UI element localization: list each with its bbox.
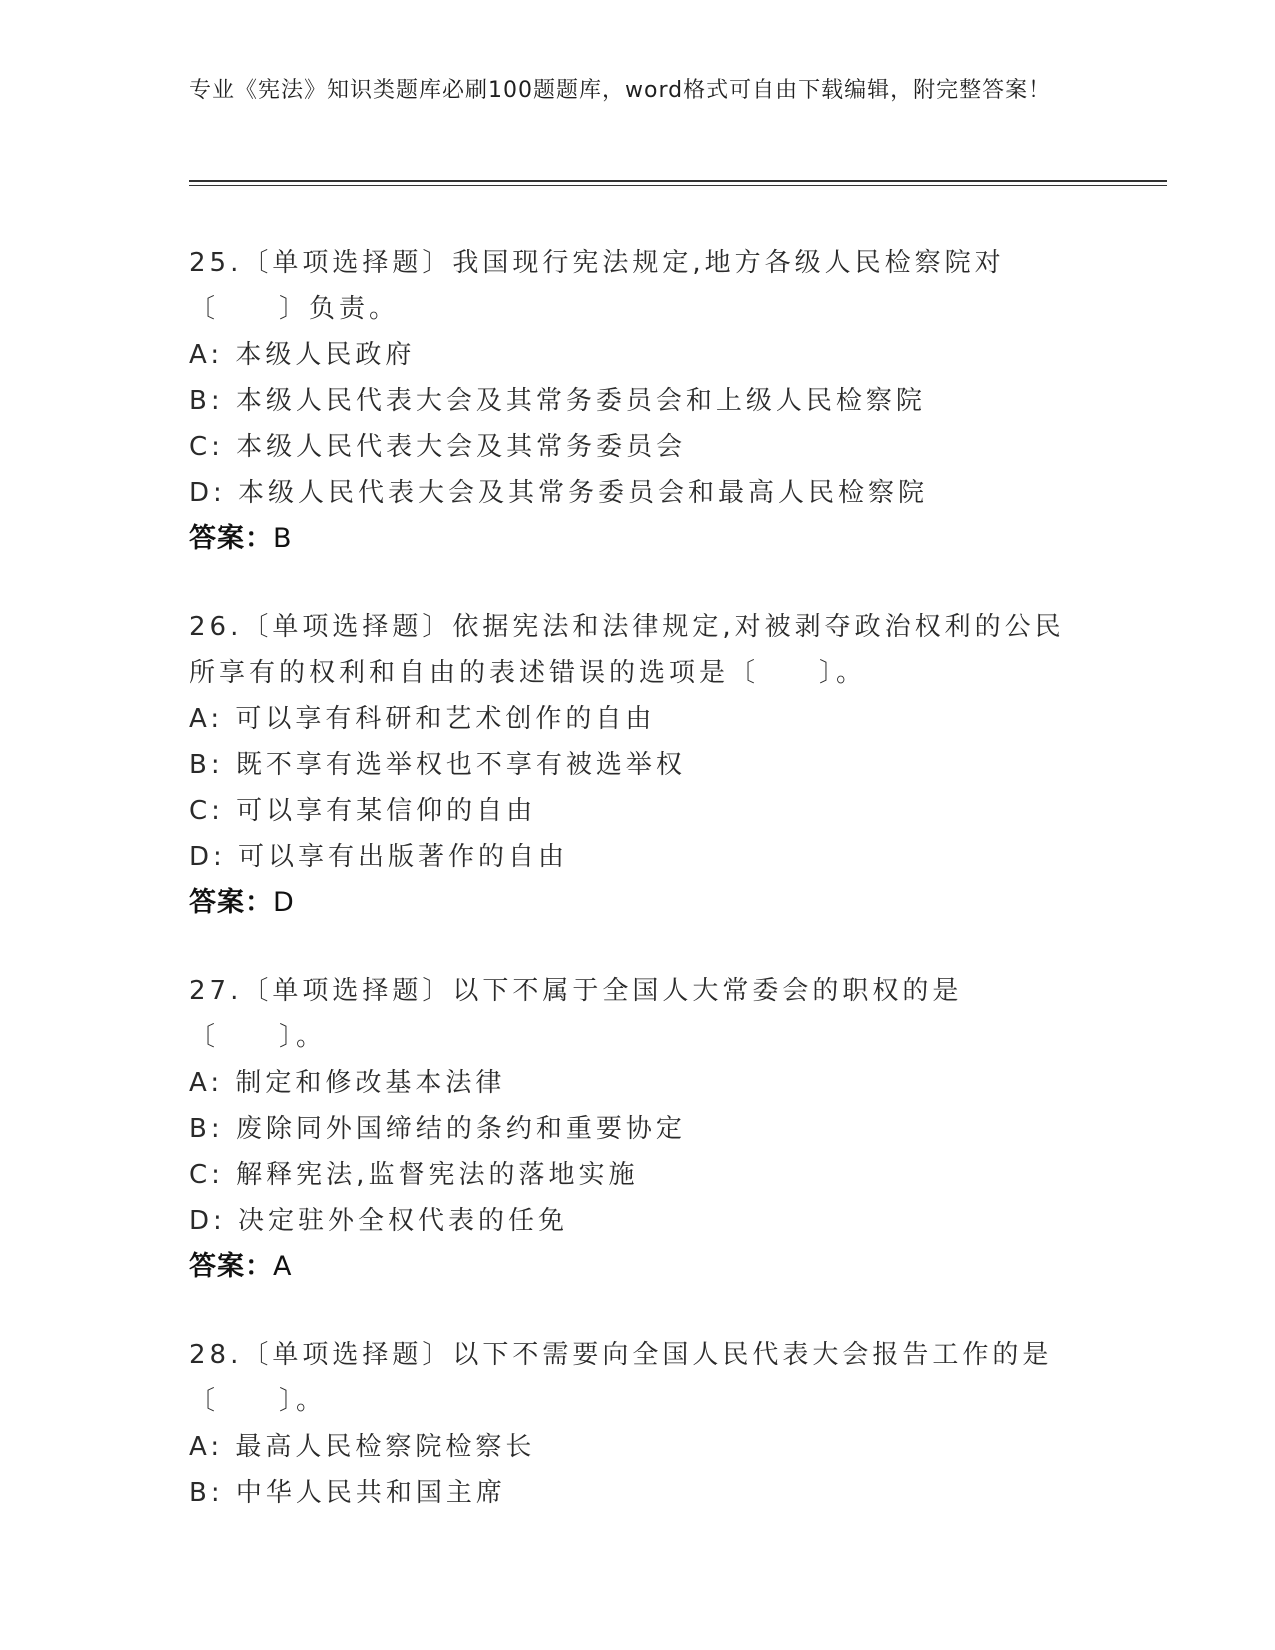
option-c: C: 解释宪法,监督宪法的落地实施 [189,1160,639,1190]
option-b: B: 本级人民代表大会及其常务委员会和上级人民检察院 [189,386,926,416]
option-a: A: 本级人民政府 [189,340,416,370]
question-list [189,240,1089,1558]
option-d: D: 本级人民代表大会及其常务委员会和最高人民检察院 [189,478,929,508]
answer-label: 答案： [189,887,273,918]
answer-line [189,880,1089,926]
question-stem: 25.〔单项选择题〕我国现行宪法规定,地方各级人民检察院对〔 〕负责。 [189,248,1005,324]
option-a: A: 制定和修改基本法律 [189,1068,506,1098]
option-a: A: 最高人民检察院检察长 [189,1432,536,1462]
answer-value: B [273,523,293,554]
option-d: D: 决定驻外全权代表的任免 [189,1206,569,1236]
question-28 [189,1332,1089,1516]
option-b: B: 既不享有选举权也不享有被选举权 [189,750,686,780]
option-c: C: 本级人民代表大会及其常务委员会 [189,432,687,462]
question-stem: 28.〔单项选择题〕以下不需要向全国人民代表大会报告工作的是〔 〕。 [189,1340,1053,1416]
option-c: C: 可以享有某信仰的自由 [189,796,537,826]
question-25 [189,240,1089,562]
answer-value: A [273,1251,293,1282]
question-26 [189,604,1089,926]
answer-value: D [273,887,295,918]
question-27 [189,968,1089,1290]
question-stem: 26.〔单项选择题〕依据宪法和法律规定,对被剥夺政治权利的公民所享有的权利和自由的表述错误的选项是〔 〕。 [189,612,1065,688]
option-b: B: 废除同外国缔结的条约和重要协定 [189,1114,686,1144]
option-d: D: 可以享有出版著作的自由 [189,842,569,872]
header-divider-bottom [189,185,1167,186]
answer-line [189,1244,1089,1290]
document-title: 专业《宪法》知识类题库必刷100题题库，word格式可自由下载编辑，附完整答案！ [189,78,1052,103]
option-b: B: 中华人民共和国主席 [189,1478,506,1508]
question-stem: 27.〔单项选择题〕以下不属于全国人大常委会的职权的是〔 〕。 [189,976,963,1052]
header-divider-top [189,180,1167,182]
answer-label: 答案： [189,523,273,554]
option-a: A: 可以享有科研和艺术创作的自由 [189,704,656,734]
answer-line [189,516,1089,562]
answer-label: 答案： [189,1251,273,1282]
